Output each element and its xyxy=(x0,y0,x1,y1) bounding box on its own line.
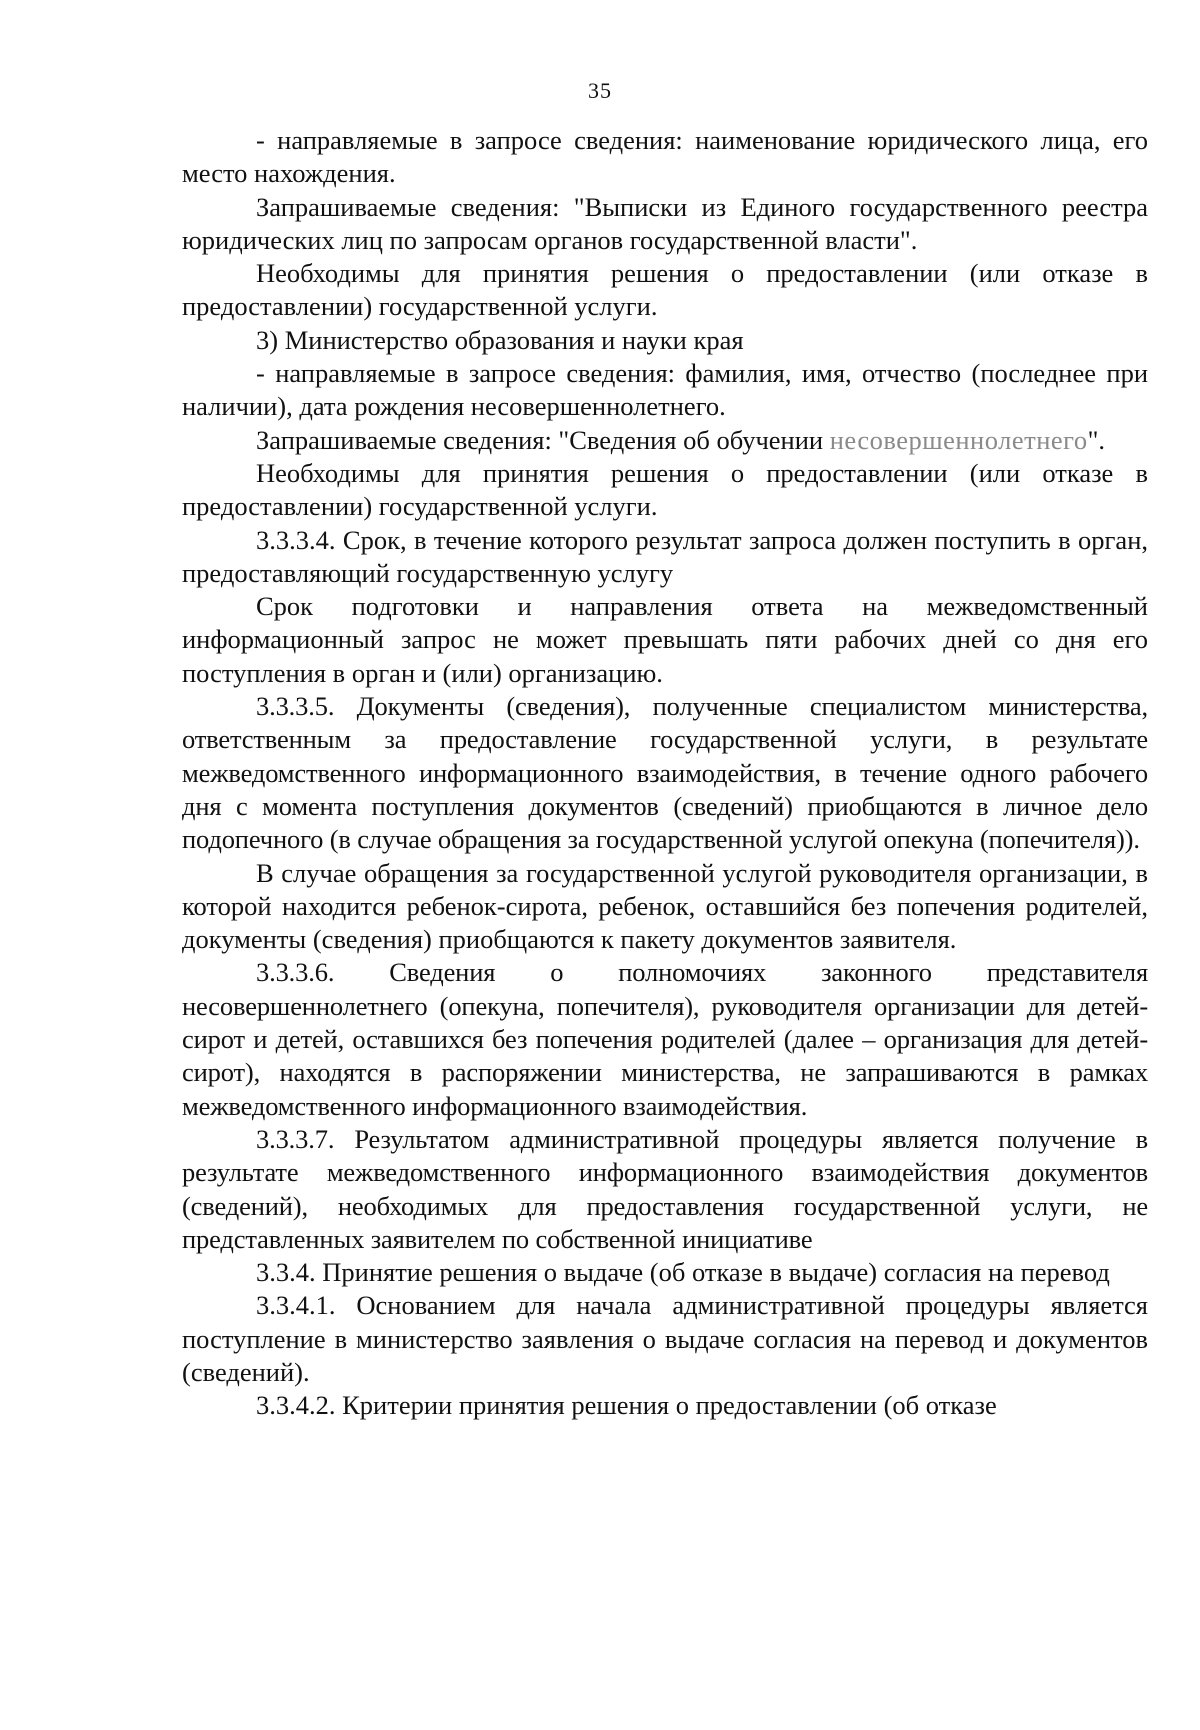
page-number: 35 xyxy=(588,78,612,103)
paragraph-requested-info-education xyxy=(182,424,1148,457)
paragraph-3-3-4-2: 3.3.4.2. Критерии принятия решения о предоставлении (об отказе xyxy=(256,1390,997,1421)
paragraph-necessity-2: Необходимы для принятия решения о предоставлении (или отказе в предоставлении) государственной услуги. xyxy=(182,457,1148,522)
paragraph-organization-head: В случае обращения за государственной услугой руководителя организации, в которой находится ребенок-сирота, ребенок, оставшийся без попечения родителей, документы (сведения) приобщаются к пакету документов заявителя. xyxy=(182,857,1148,955)
faded-word: несовершеннолетнего xyxy=(829,424,1088,455)
paragraph-3-3-4-1: 3.3.4.1. Основанием для начала административной процедуры является поступление в министерство заявления о выдаче согласия на перевод и документов (сведений). xyxy=(182,1290,1148,1387)
paragraph-3-3-3-4: 3.3.3.4. Срок, в течение которого результат запроса должен поступить в орган, предоставляющий государственную услугу xyxy=(182,524,1148,588)
paragraph-request-info-legal-entity: - направляемые в запросе сведения: наименование юридического лица, его место нахождения. xyxy=(182,125,1148,189)
requested-info-tail: ". xyxy=(1087,424,1106,455)
paragraph-3-3-3-5: 3.3.3.5. Документы (сведения), полученные специалистом министерства, ответственным за предоставление государственной услуги, в результате межведомственного информационного взаимодействия, в течение одного рабочего дня с момента поступления документов (сведений) приобщаются в личное дело подопечного (в случае обращения за государственной услугой опекуна (попечителя)). xyxy=(182,691,1148,855)
document-body xyxy=(182,124,1148,1423)
paragraph-3-3-4: 3.3.4. Принятие решения о выдаче (об отказе в выдаче) согласия на перевод xyxy=(256,1257,1110,1288)
requested-info-text: Запрашиваемые сведения: "Сведения об обучении xyxy=(256,424,824,455)
paragraph-request-info-minor: - направляемые в запросе сведения: фамилия, имя, отчество (последнее при наличии), дата рождения несовершеннолетнего. xyxy=(182,358,1148,422)
paragraph-requested-info-egrul: Запрашиваемые сведения: "Выписки из Единого государственного реестра юридических лиц по запросам органов государственной власти". xyxy=(182,191,1148,255)
paragraph-3-3-3-7: 3.3.3.7. Результатом административной процедуры является получение в результате межведомственного информационного взаимодействия документов (сведений), необходимых для предоставления государственной услуги, не представленных заявителем по собственной инициативе xyxy=(182,1123,1148,1254)
paragraph-necessity-1: Необходимы для принятия решения о предоставлении (или отказе в предоставлении) государственной услуги. xyxy=(182,258,1148,322)
paragraph-ministry-education: 3) Министерство образования и науки края xyxy=(256,324,744,355)
paragraph-3-3-3-6: 3.3.3.6. Сведения о полномочиях законного представителя несовершеннолетнего (опекуна, попечителя), руководителя организации для детей-сирот и детей, оставшихся без попечения родителей (далее – организация для детей-сирот), находятся в распоряжении министерства, не запрашиваются в рамках межведомственного информационного взаимодействия. xyxy=(182,957,1148,1121)
paragraph-response-deadline: Срок подготовки и направления ответа на межведомственный информационный запрос не может превышать пяти рабочих дней со дня его поступления в орган и (или) организацию. xyxy=(182,591,1148,688)
